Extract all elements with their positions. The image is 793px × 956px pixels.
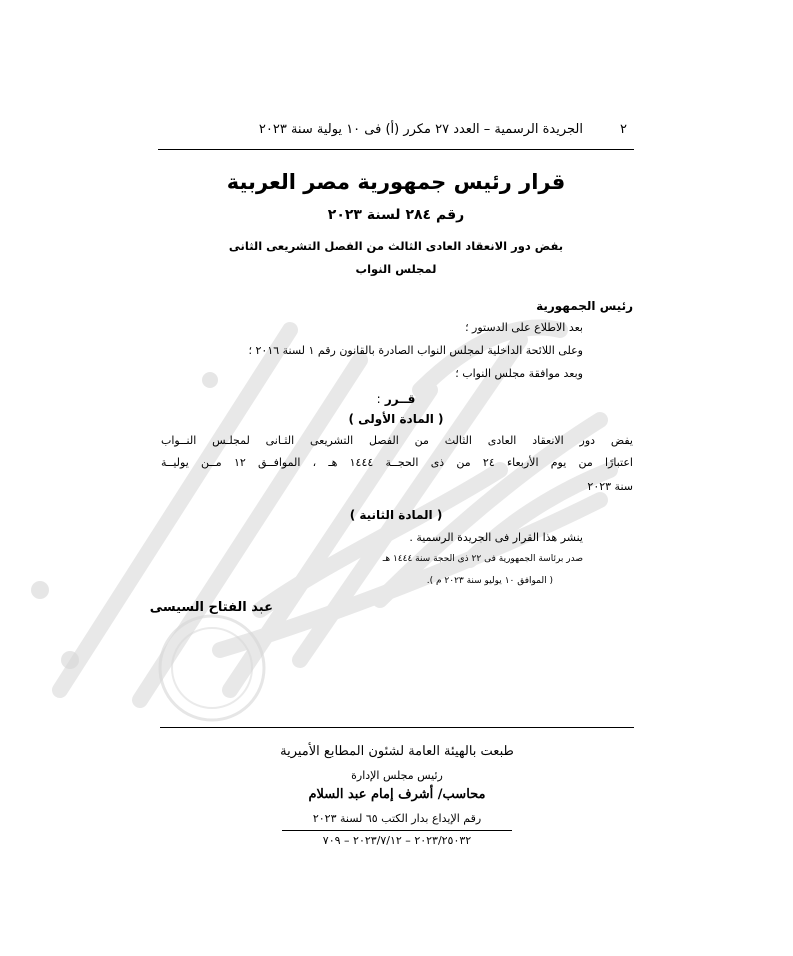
- board-chair-name: محاسب/ أشرف إمام عبد السلام: [308, 787, 486, 802]
- decree-title: قرار رئيس جمهورية مصر العربية: [226, 170, 566, 194]
- deposit-divider: [282, 830, 512, 831]
- decided-colon: :: [376, 392, 381, 406]
- header-divider: [158, 149, 634, 150]
- decided-heading: [158, 392, 634, 406]
- decree-number: رقم ٢٨٤ لسنة ٢٠٢٣: [327, 207, 465, 223]
- article-2-text: ينشر هذا القرار فى الجريدة الرسمية .: [409, 531, 583, 544]
- preamble-line: وعلى اللائحة الداخلية لمجلس النواب الصادرة بالقانون رقم ١ لسنة ٢٠١٦ ؛: [248, 344, 583, 357]
- preamble-line: وبعد موافقة مجلس النواب ؛: [455, 367, 583, 380]
- preamble-line: بعد الاطلاع على الدستور ؛: [465, 321, 583, 334]
- board-chair-title: رئيس مجلس الإدارة: [351, 769, 443, 782]
- article-2-title: ( المادة الثانية ): [349, 508, 443, 522]
- president-heading: رئيس الجمهورية: [536, 299, 633, 313]
- decided-verb: قــرر: [384, 392, 416, 406]
- page-number: ٢: [620, 122, 627, 137]
- gazette-header-title: الجريدة الرسمية – العدد ٢٧ مكرر (أ) فى ١٠ يولية سنة ٢٠٢٣: [258, 122, 583, 137]
- printer-credit: طبعت بالهيئة العامة لشئون المطابع الأميرية: [280, 744, 514, 759]
- article-1-line-3: سنة ٢٠٢٣: [587, 480, 633, 493]
- decree-subject-line-1: بفض دور الانعقاد العادى الثالث من الفصل التشريعى الثانى: [228, 239, 564, 253]
- footer-divider: [160, 727, 634, 728]
- issued-gregorian-line: ( الموافق ١٠ يوليو سنة ٢٠٢٣ م ).: [426, 576, 553, 586]
- article-1-line-1: يفض دور الانعقاد العادى الثالث من الفصل التشريعى الثـانى لمجلـس النــواب: [161, 434, 633, 447]
- president-signature: عبد الفتاح السيسى: [149, 600, 273, 615]
- deposit-number: رقم الإيداع بدار الكتب ٦٥ لسنة ٢٠٢٣: [312, 812, 482, 825]
- article-1-title: ( المادة الأولى ): [348, 412, 444, 426]
- decree-subject-line-2: لمجلس النواب: [355, 262, 437, 276]
- reference-codes: ٢٠٢٣/٢٥٠٣٢ – ٢٠٢٣/٧/١٢ – ٧٠٩: [322, 834, 472, 847]
- article-1-line-2: اعتبارًا من يوم الأربعاء ٢٤ من ذى الحجــة ١٤٤٤ هـ ، الموافــق ١٢ مــن يوليــة: [161, 456, 633, 469]
- issued-date-line: صدر برئاسة الجمهورية فى ٢٢ ذى الحجة سنة ١٤٤٤ هـ: [382, 554, 583, 564]
